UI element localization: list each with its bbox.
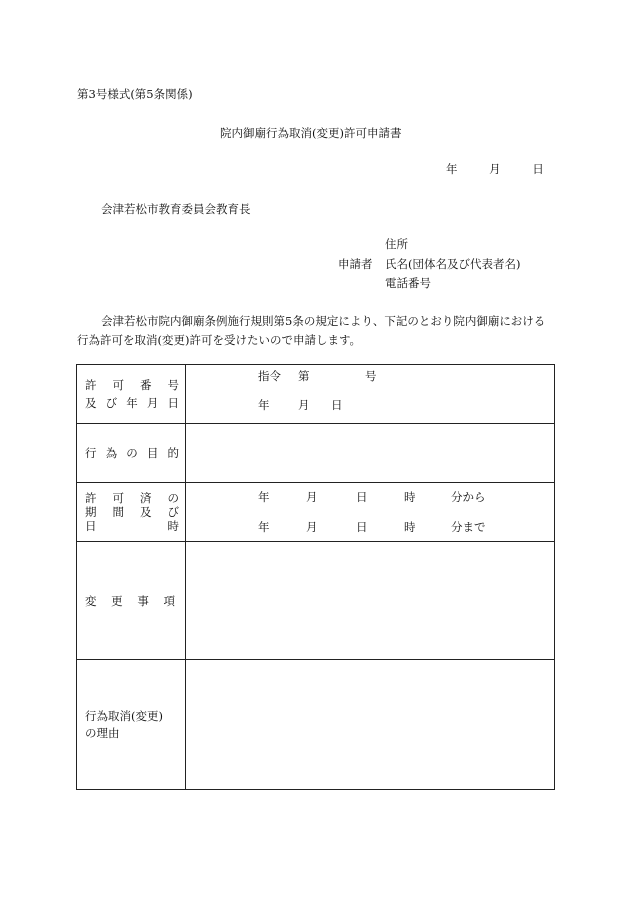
to-hour: 時 <box>404 520 416 534</box>
date-day: 日 <box>532 162 544 176</box>
from-month: 月 <box>306 490 318 504</box>
from-year: 年 <box>258 490 270 504</box>
row-purpose <box>77 424 555 483</box>
applicant-phone: 電話番号 <box>385 276 431 290</box>
value-period[interactable] <box>186 483 555 542</box>
label-changes: 変 更 事 項 <box>77 542 186 660</box>
permit-year: 年 <box>258 398 270 412</box>
value-reason[interactable] <box>186 660 555 790</box>
permit-prefix: 指令 <box>258 369 281 383</box>
to-year: 年 <box>258 520 270 534</box>
permit-month: 月 <box>298 398 310 412</box>
permit-go: 号 <box>365 369 377 383</box>
permit-dai: 第 <box>298 369 310 383</box>
value-purpose[interactable] <box>186 424 555 483</box>
from-day: 日 <box>356 490 368 504</box>
addressee: 会津若松市教育委員会教育長 <box>101 202 251 216</box>
label-period: 許 可 済 の 期 間 及 び 日 時 <box>77 483 186 542</box>
value-changes[interactable] <box>186 542 555 660</box>
label-purpose: 行 為 の 目 的 <box>77 424 186 483</box>
to-month: 月 <box>306 520 318 534</box>
row-permit-number <box>77 365 555 424</box>
label-permit-number <box>77 365 186 424</box>
permit-day: 日 <box>331 398 343 412</box>
applicant-label: 申請者 <box>338 257 373 271</box>
date-month: 月 <box>489 162 501 176</box>
applicant-name: 氏名(団体名及び代表者名) <box>385 257 521 271</box>
application-table <box>76 364 555 790</box>
body-text-line2: 行為許可を取消(変更)許可を受けたいので申請します。 <box>77 333 362 347</box>
to-label: 分まで <box>451 520 486 534</box>
applicant-address: 住所 <box>385 237 408 251</box>
row-reason <box>77 660 555 790</box>
row-period <box>77 483 555 542</box>
from-hour: 時 <box>404 490 416 504</box>
label-reason: 行為取消(変更) の理由 <box>77 660 186 790</box>
value-permit-number[interactable] <box>186 365 555 424</box>
date-year: 年 <box>446 162 458 176</box>
from-label: 分から <box>451 490 486 504</box>
row-changes <box>77 542 555 660</box>
date-line <box>446 161 544 177</box>
body-text-line1: 会津若松市院内御廟条例施行規則第5条の規定により、下記のとおり院内御廟における <box>101 314 546 328</box>
page-title: 院内御廟行為取消(変更)許可申請書 <box>220 126 402 140</box>
label-permit-line2: 及 び 年 月 日 <box>85 396 179 410</box>
to-day: 日 <box>356 520 368 534</box>
label-permit-line1: 許 可 番 号 <box>85 378 179 392</box>
form-number: 第3号様式(第5条関係) <box>77 87 193 101</box>
